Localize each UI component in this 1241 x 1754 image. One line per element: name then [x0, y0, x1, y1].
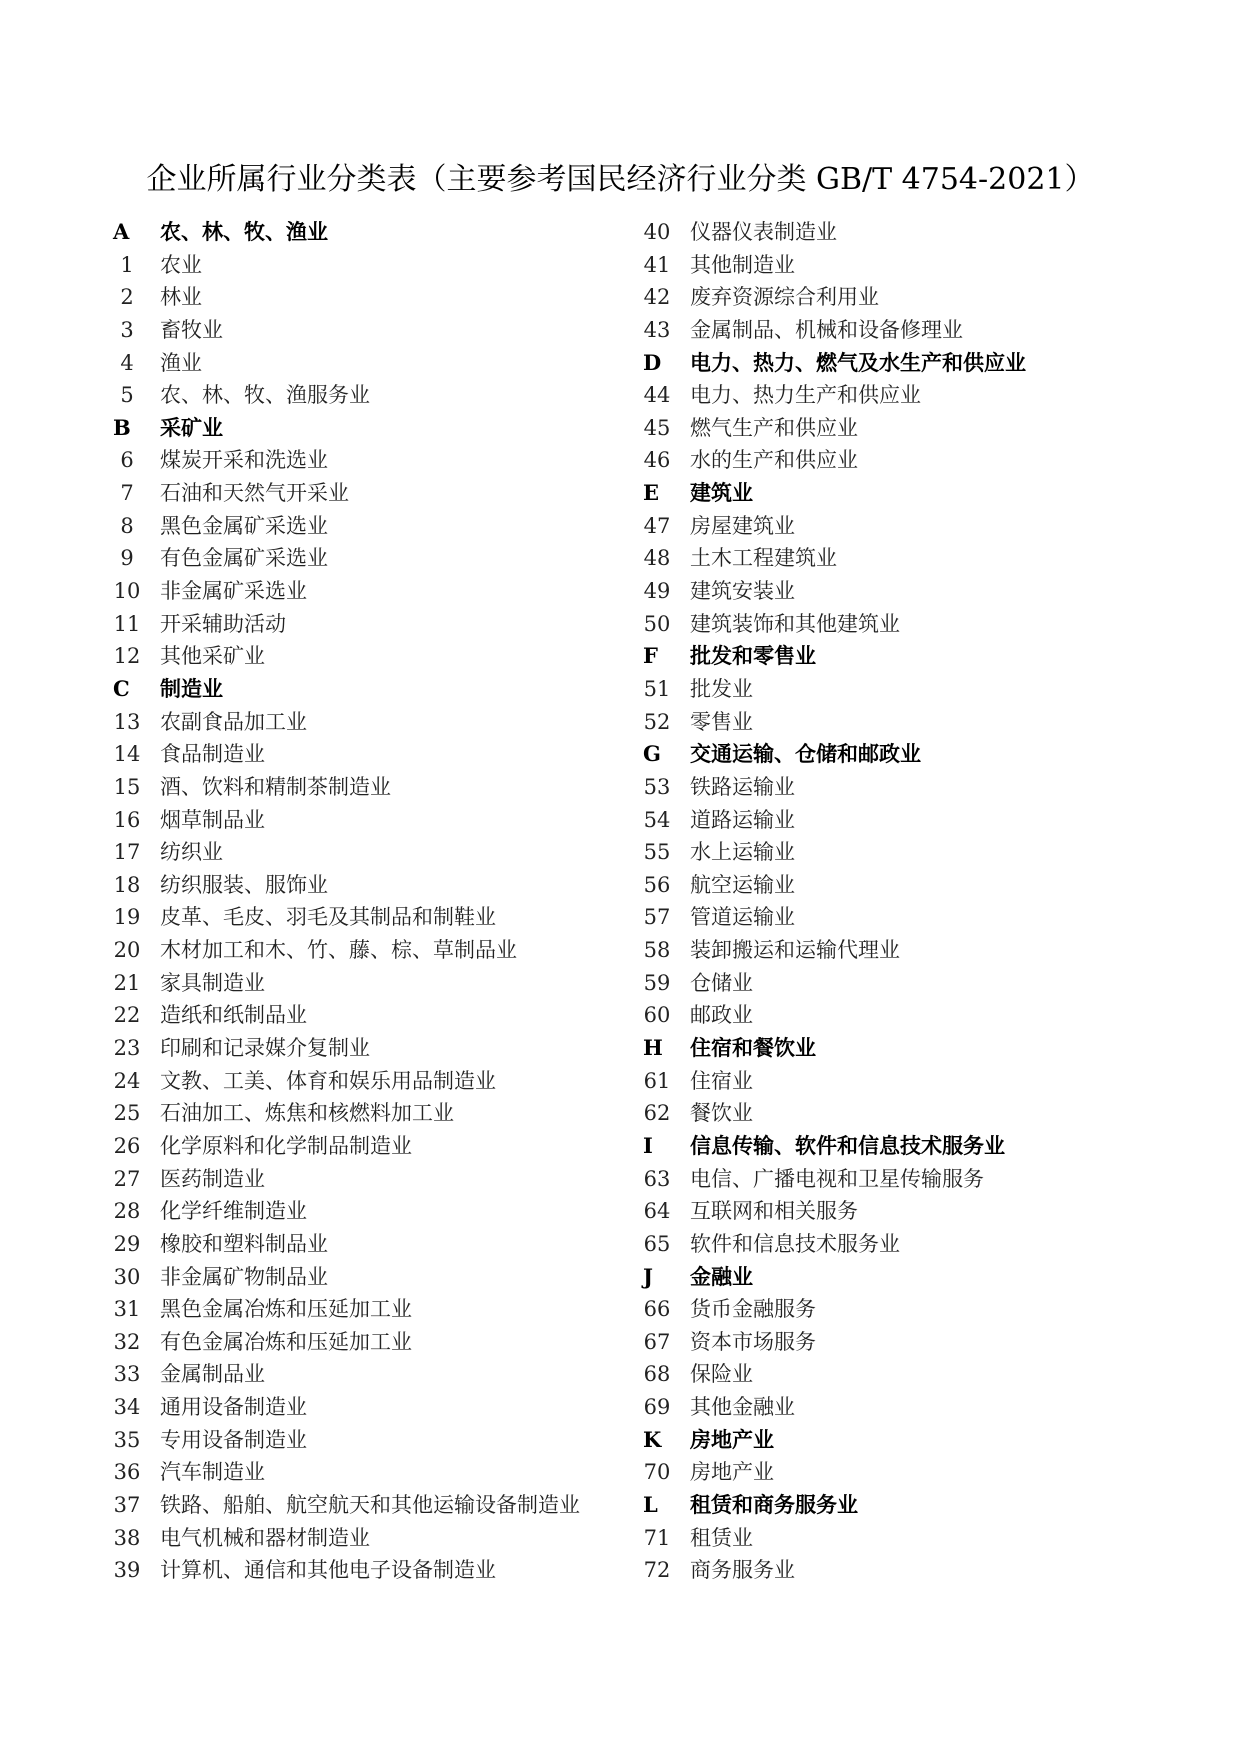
industry-row: [112, 1554, 652, 1587]
industry-code: 51: [643, 676, 671, 701]
industry-code: 37: [113, 1492, 141, 1517]
industry-row: [112, 901, 652, 934]
category-label: 房地产业: [690, 1427, 774, 1452]
industry-label: 开采辅助活动: [160, 611, 286, 636]
industry-code: 18: [113, 872, 141, 897]
industry-code: 66: [643, 1297, 671, 1322]
industry-row: [642, 216, 1202, 249]
industry-label: 房地产业: [690, 1460, 774, 1485]
industry-row: [112, 510, 652, 543]
industry-code: 63: [643, 1166, 671, 1191]
industry-code: 29: [113, 1231, 141, 1256]
industry-label: 其他采矿业: [160, 644, 265, 669]
industry-row: [642, 608, 1202, 641]
industry-row: [642, 934, 1202, 967]
category-label: 交通运输、仓储和邮政业: [690, 742, 921, 767]
industry-row: [112, 1195, 652, 1228]
industry-row: [642, 542, 1202, 575]
industry-label: 计算机、通信和其他电子设备制造业: [160, 1558, 496, 1583]
industry-label: 软件和信息技术服务业: [690, 1231, 900, 1256]
industry-label: 煤炭开采和洗选业: [160, 448, 328, 473]
industry-code: 31: [113, 1297, 141, 1322]
industry-code: 57: [643, 905, 671, 930]
industry-label: 农副食品加工业: [160, 709, 307, 734]
industry-label: 印刷和记录媒介复制业: [160, 1036, 370, 1061]
industry-row: [112, 1163, 652, 1196]
industry-label: 文教、工美、体育和娱乐用品制造业: [160, 1068, 496, 1093]
industry-label: 造纸和纸制品业: [160, 1003, 307, 1028]
industry-row: [642, 869, 1202, 902]
industry-row: [112, 934, 652, 967]
industry-label: 零售业: [690, 709, 753, 734]
industry-label: 黑色金属矿采选业: [160, 513, 328, 538]
industry-code: 58: [643, 938, 671, 963]
industry-row: [642, 1554, 1202, 1587]
industry-row: [112, 1293, 652, 1326]
category-row: [112, 673, 652, 706]
industry-row: [112, 1456, 652, 1489]
industry-row: [642, 444, 1202, 477]
industry-label: 通用设备制造业: [160, 1395, 307, 1420]
industry-label: 土木工程建筑业: [690, 546, 837, 571]
industry-label: 互联网和相关服务: [690, 1199, 858, 1224]
category-code: L: [643, 1491, 658, 1517]
industry-label: 铁路运输业: [690, 774, 795, 799]
industry-row: [642, 673, 1202, 706]
industry-label: 批发业: [690, 676, 753, 701]
industry-code: 42: [643, 285, 671, 310]
industry-code: 26: [113, 1133, 141, 1158]
industry-code: 59: [643, 970, 671, 995]
category-row: [642, 640, 1202, 673]
industry-code: 70: [643, 1460, 671, 1485]
industry-row: [642, 1293, 1202, 1326]
industry-row: [112, 281, 652, 314]
industry-code: 27: [113, 1166, 141, 1191]
category-label: 租赁和商务服务业: [690, 1492, 858, 1517]
industry-label: 铁路、船舶、航空航天和其他运输设备制造业: [160, 1492, 580, 1517]
industry-row: [112, 1065, 652, 1098]
industry-row: [642, 1163, 1202, 1196]
industry-row: [642, 1195, 1202, 1228]
industry-code: 11: [113, 611, 141, 636]
industry-label: 纺织服装、服饰业: [160, 872, 328, 897]
category-row: [642, 347, 1202, 380]
industry-row: [642, 510, 1202, 543]
industry-label: 资本市场服务: [690, 1329, 816, 1354]
industry-code: 14: [113, 742, 141, 767]
category-row: [642, 738, 1202, 771]
industry-row: [642, 706, 1202, 739]
industry-code: 54: [643, 807, 671, 832]
industry-label: 皮革、毛皮、羽毛及其制品和制鞋业: [160, 905, 496, 930]
industry-code: 7: [120, 481, 134, 506]
industry-code: 56: [643, 872, 671, 897]
industry-label: 石油和天然气开采业: [160, 481, 349, 506]
industry-row: [642, 281, 1202, 314]
industry-label: 道路运输业: [690, 807, 795, 832]
category-label: 采矿业: [160, 415, 223, 440]
industry-label: 仓储业: [690, 970, 753, 995]
category-code: A: [113, 219, 130, 244]
industry-row: [112, 706, 652, 739]
industry-code: 10: [113, 579, 141, 604]
industry-label: 农业: [160, 252, 202, 277]
category-code: C: [113, 675, 130, 701]
industry-code: 22: [113, 1003, 141, 1028]
industry-label: 酒、饮料和精制茶制造业: [160, 774, 391, 799]
industry-row: [112, 575, 652, 608]
industry-label: 橡胶和塑料制品业: [160, 1231, 328, 1256]
category-code: H: [643, 1035, 663, 1061]
industry-row: [642, 379, 1202, 412]
industry-label: 建筑安装业: [690, 579, 795, 604]
industry-row: [642, 967, 1202, 1000]
industry-code: 19: [113, 905, 141, 930]
industry-code: 3: [120, 317, 134, 342]
industry-label: 家具制造业: [160, 970, 265, 995]
industry-row: [112, 1032, 652, 1065]
industry-label: 水的生产和供应业: [690, 448, 858, 473]
industry-label: 其他制造业: [690, 252, 795, 277]
industry-code: 36: [113, 1460, 141, 1485]
industry-label: 林业: [160, 285, 202, 310]
industry-row: [112, 1522, 652, 1555]
industry-row: [642, 1391, 1202, 1424]
industry-code: 47: [643, 513, 671, 538]
category-label: 电力、热力、燃气及水生产和供应业: [690, 350, 1026, 375]
industry-label: 商务服务业: [690, 1558, 795, 1583]
industry-code: 16: [113, 807, 141, 832]
industry-row: [112, 1228, 652, 1261]
industry-code: 72: [643, 1558, 671, 1583]
industry-row: [112, 1424, 652, 1457]
industry-code: 15: [113, 774, 141, 799]
industry-label: 金属制品、机械和设备修理业: [690, 317, 963, 342]
industry-code: 44: [643, 383, 671, 408]
industry-code: 61: [643, 1068, 671, 1093]
industry-label: 渔业: [160, 350, 202, 375]
industry-label: 燃气生产和供应业: [690, 415, 858, 440]
category-label: 信息传输、软件和信息技术服务业: [690, 1133, 1005, 1158]
industry-row: [642, 314, 1202, 347]
industry-row: [112, 379, 652, 412]
industry-row: [642, 1326, 1202, 1359]
industry-label: 化学原料和化学制品制造业: [160, 1133, 412, 1158]
industry-code: 67: [643, 1329, 671, 1354]
industry-row: [112, 1358, 652, 1391]
industry-row: [112, 771, 652, 804]
industry-code: 17: [113, 840, 141, 865]
industry-code: 62: [643, 1101, 671, 1126]
industry-row: [112, 1261, 652, 1294]
industry-row: [112, 542, 652, 575]
industry-label: 住宿业: [690, 1068, 753, 1093]
industry-label: 电信、广播电视和卫星传输服务: [690, 1166, 984, 1191]
industry-code: 49: [643, 579, 671, 604]
industry-code: 43: [643, 317, 671, 342]
industry-label: 货币金融服务: [690, 1297, 816, 1322]
category-code: E: [643, 480, 660, 506]
industry-label: 航空运输业: [690, 872, 795, 897]
category-row: [642, 477, 1202, 510]
industry-row: [112, 804, 652, 837]
industry-code: 60: [643, 1003, 671, 1028]
category-code: B: [113, 414, 131, 440]
industry-code: 45: [643, 415, 671, 440]
industry-label: 其他金融业: [690, 1395, 795, 1420]
industry-label: 邮政业: [690, 1003, 753, 1028]
industry-code: 34: [113, 1395, 141, 1420]
industry-code: 23: [113, 1036, 141, 1061]
industry-code: 30: [113, 1264, 141, 1289]
industry-row: [642, 999, 1202, 1032]
industry-label: 汽车制造业: [160, 1460, 265, 1485]
industry-code: 38: [113, 1525, 141, 1550]
industry-label: 管道运输业: [690, 905, 795, 930]
industry-label: 有色金属矿采选业: [160, 546, 328, 571]
category-code: G: [643, 741, 661, 767]
category-row: [642, 1032, 1202, 1065]
industry-code: 12: [113, 644, 141, 669]
industry-label: 金属制品业: [160, 1362, 265, 1387]
page-title: 企业所属行业分类表（主要参考国民经济行业分类 GB/T 4754-2021）: [146, 162, 1095, 197]
industry-row: [112, 640, 652, 673]
industry-row: [642, 1522, 1202, 1555]
industry-row: [642, 804, 1202, 837]
industry-code: 32: [113, 1329, 141, 1354]
industry-code: 13: [113, 709, 141, 734]
industry-code: 9: [120, 546, 134, 571]
category-code: F: [643, 643, 658, 669]
industry-code: 28: [113, 1199, 141, 1224]
industry-label: 水上运输业: [690, 840, 795, 865]
industry-row: [112, 1489, 652, 1522]
category-label: 建筑业: [690, 481, 753, 506]
industry-row: [112, 1097, 652, 1130]
industry-code: 55: [643, 840, 671, 865]
industry-label: 专用设备制造业: [160, 1427, 307, 1452]
category-label: 住宿和餐饮业: [690, 1036, 816, 1061]
industry-row: [642, 412, 1202, 445]
industry-code: 52: [643, 709, 671, 734]
industry-code: 41: [643, 252, 671, 277]
industry-label: 烟草制品业: [160, 807, 265, 832]
industry-code: 4: [120, 350, 134, 375]
industry-row: [112, 869, 652, 902]
industry-label: 装卸搬运和运输代理业: [690, 938, 900, 963]
industry-row: [112, 999, 652, 1032]
industry-row: [642, 901, 1202, 934]
industry-code: 25: [113, 1101, 141, 1126]
industry-row: [112, 967, 652, 1000]
industry-label: 仪器仪表制造业: [690, 220, 837, 244]
industry-label: 医药制造业: [160, 1166, 265, 1191]
industry-code: 65: [643, 1231, 671, 1256]
industry-code: 53: [643, 774, 671, 799]
category-row: [642, 1130, 1202, 1163]
category-code: J: [643, 1263, 653, 1289]
category-row: [642, 1489, 1202, 1522]
industry-label: 非金属矿物制品业: [160, 1264, 328, 1289]
industry-code: 2: [120, 285, 134, 310]
industry-label: 餐饮业: [690, 1101, 753, 1126]
industry-row: [642, 249, 1202, 282]
industry-row: [112, 347, 652, 380]
industry-row: [112, 608, 652, 641]
right-column: [642, 216, 1202, 1587]
industry-label: 电力、热力生产和供应业: [690, 383, 921, 408]
industry-label: 保险业: [690, 1362, 753, 1387]
industry-row: [642, 1065, 1202, 1098]
category-code: K: [643, 1426, 662, 1452]
industry-code: 1: [120, 252, 134, 277]
industry-row: [112, 444, 652, 477]
industry-code: 5: [120, 383, 134, 408]
industry-row: [112, 1326, 652, 1359]
industry-code: 21: [113, 970, 141, 995]
industry-label: 畜牧业: [160, 317, 223, 342]
industry-label: 黑色金属冶炼和压延加工业: [160, 1297, 412, 1322]
industry-label: 食品制造业: [160, 742, 265, 767]
industry-label: 化学纤维制造业: [160, 1199, 307, 1224]
industry-code: 33: [113, 1362, 141, 1387]
industry-row: [642, 836, 1202, 869]
industry-row: [112, 1130, 652, 1163]
industry-code: 64: [643, 1199, 671, 1224]
category-label: 制造业: [160, 676, 223, 701]
industry-label: 纺织业: [160, 840, 223, 865]
industry-code: 24: [113, 1068, 141, 1093]
industry-row: [642, 1456, 1202, 1489]
industry-code: 69: [643, 1395, 671, 1420]
industry-code: 48: [643, 546, 671, 571]
industry-row: [112, 314, 652, 347]
industry-label: 有色金属冶炼和压延加工业: [160, 1329, 412, 1354]
industry-label: 废弃资源综合利用业: [690, 285, 879, 310]
industry-code: 68: [643, 1362, 671, 1387]
category-code: D: [643, 349, 662, 375]
category-row: [112, 412, 652, 445]
industry-code: 20: [113, 938, 141, 963]
industry-label: 房屋建筑业: [690, 513, 795, 538]
left-column: [112, 216, 652, 1587]
industry-code: 50: [643, 611, 671, 636]
industry-code: 46: [643, 448, 671, 473]
industry-code: 39: [113, 1558, 141, 1583]
category-label: 批发和零售业: [690, 644, 816, 669]
industry-label: 电气机械和器材制造业: [160, 1525, 370, 1550]
category-label: 农、林、牧、渔业: [160, 220, 328, 244]
industry-code: 40: [643, 220, 671, 244]
industry-code: 8: [120, 513, 134, 538]
industry-label: 农、林、牧、渔服务业: [160, 383, 370, 408]
category-row: [642, 1424, 1202, 1457]
industry-row: [642, 1228, 1202, 1261]
industry-row: [112, 836, 652, 869]
industry-label: 建筑装饰和其他建筑业: [690, 611, 900, 636]
industry-row: [642, 1097, 1202, 1130]
category-code: I: [643, 1132, 653, 1158]
industry-row: [642, 1358, 1202, 1391]
industry-label: 非金属矿采选业: [160, 579, 307, 604]
industry-row: [642, 771, 1202, 804]
industry-code: 6: [120, 448, 134, 473]
industry-label: 租赁业: [690, 1525, 753, 1550]
category-label: 金融业: [690, 1264, 753, 1289]
industry-row: [642, 575, 1202, 608]
industry-code: 71: [643, 1525, 671, 1550]
industry-label: 木材加工和木、竹、藤、棕、草制品业: [160, 938, 517, 963]
industry-row: [112, 738, 652, 771]
industry-row: [112, 477, 652, 510]
industry-label: 石油加工、炼焦和核燃料加工业: [160, 1101, 454, 1126]
category-row: [642, 1261, 1202, 1294]
industry-code: 35: [113, 1427, 141, 1452]
industry-row: [112, 1391, 652, 1424]
industry-row: [112, 249, 652, 282]
category-row: [112, 216, 652, 249]
